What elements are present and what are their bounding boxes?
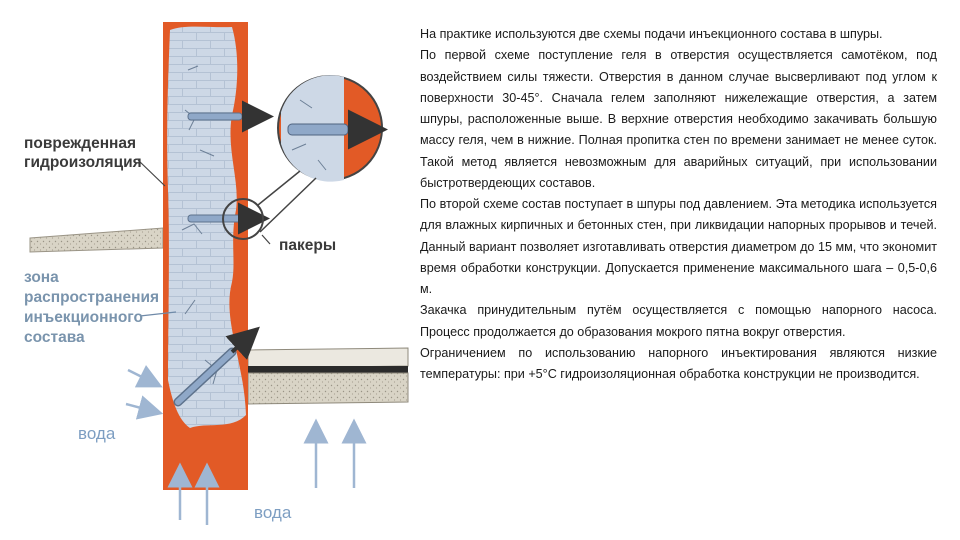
left-ground-soil	[30, 228, 163, 252]
label-damaged-line2: гидроизоляция	[24, 154, 142, 171]
floor-waterproof-layer	[248, 366, 408, 373]
packer-middle	[188, 215, 262, 222]
label-water-bottom: вода	[254, 503, 292, 522]
leader-packers	[262, 235, 270, 244]
label-damaged-line1: поврежденная	[24, 135, 137, 152]
packer-upper	[188, 113, 266, 120]
label-zone-line3: инъекционного	[24, 309, 144, 326]
article-text	[420, 24, 937, 385]
label-zone-line2: распространения	[24, 289, 160, 306]
paragraph-intro: На практике используются две схемы подачи инъекционного состава в шпуры.	[420, 27, 883, 41]
right-floor-base	[248, 373, 408, 404]
injection-scheme-diagram	[0, 0, 412, 540]
magnifier-detail	[278, 75, 382, 181]
paragraph-pressure-scheme: По второй схеме состав поступает в шпуры под давлением. Эта методика используется для влажных кирпичных и бетонных стен, при ликвидации напорных прорывов и течей. Данный вариант позволяет изготавливать отверстия диаметром до 15 мм, что экономит время обработки конструкции. Допускается применение максимального шага – 0,5-0,6 м.	[420, 197, 937, 296]
water-arrow-left-1	[128, 370, 156, 384]
leader-damaged	[138, 160, 165, 186]
paragraph-limitation: Ограничением по использованию напорного инъектирования являются низкие температуры: при +5°С гидроизоляционная обработка конструкции не производится.	[420, 345, 937, 381]
zoom-connector-bottom	[260, 178, 316, 232]
label-water-left: вода	[78, 424, 116, 443]
water-arrow-left-2	[126, 404, 156, 412]
paragraph-pump: Закачка принудительным путём осуществляется с помощью напорного насоса. Процесс продолжается до образования мокрого пятна вокруг отверстия.	[420, 303, 937, 339]
label-zone-line4: состава	[24, 329, 85, 346]
right-floor-slab	[248, 348, 408, 368]
label-zone-line1: зона	[24, 269, 59, 286]
paragraph-gravity-scheme: По первой схеме поступление геля в отверстия осуществляется самотёком, под воздействием силы тяжести. Отверстия в данном случае высверливают под углом к поверхности 30-45°. Сначала гелем заполняют нижележащие отверстия, а затем шпуры, расположенные выше. В верхние отверстия необходимо закачивать большую массу геля, чем в нижние. Полная пропитка стен по времени занимает не менее суток. Такой метод является невозможным для аварийных ситуаций, при использовании быстротвердеющих составов.	[420, 48, 937, 190]
label-packers: пакеры	[279, 237, 337, 254]
